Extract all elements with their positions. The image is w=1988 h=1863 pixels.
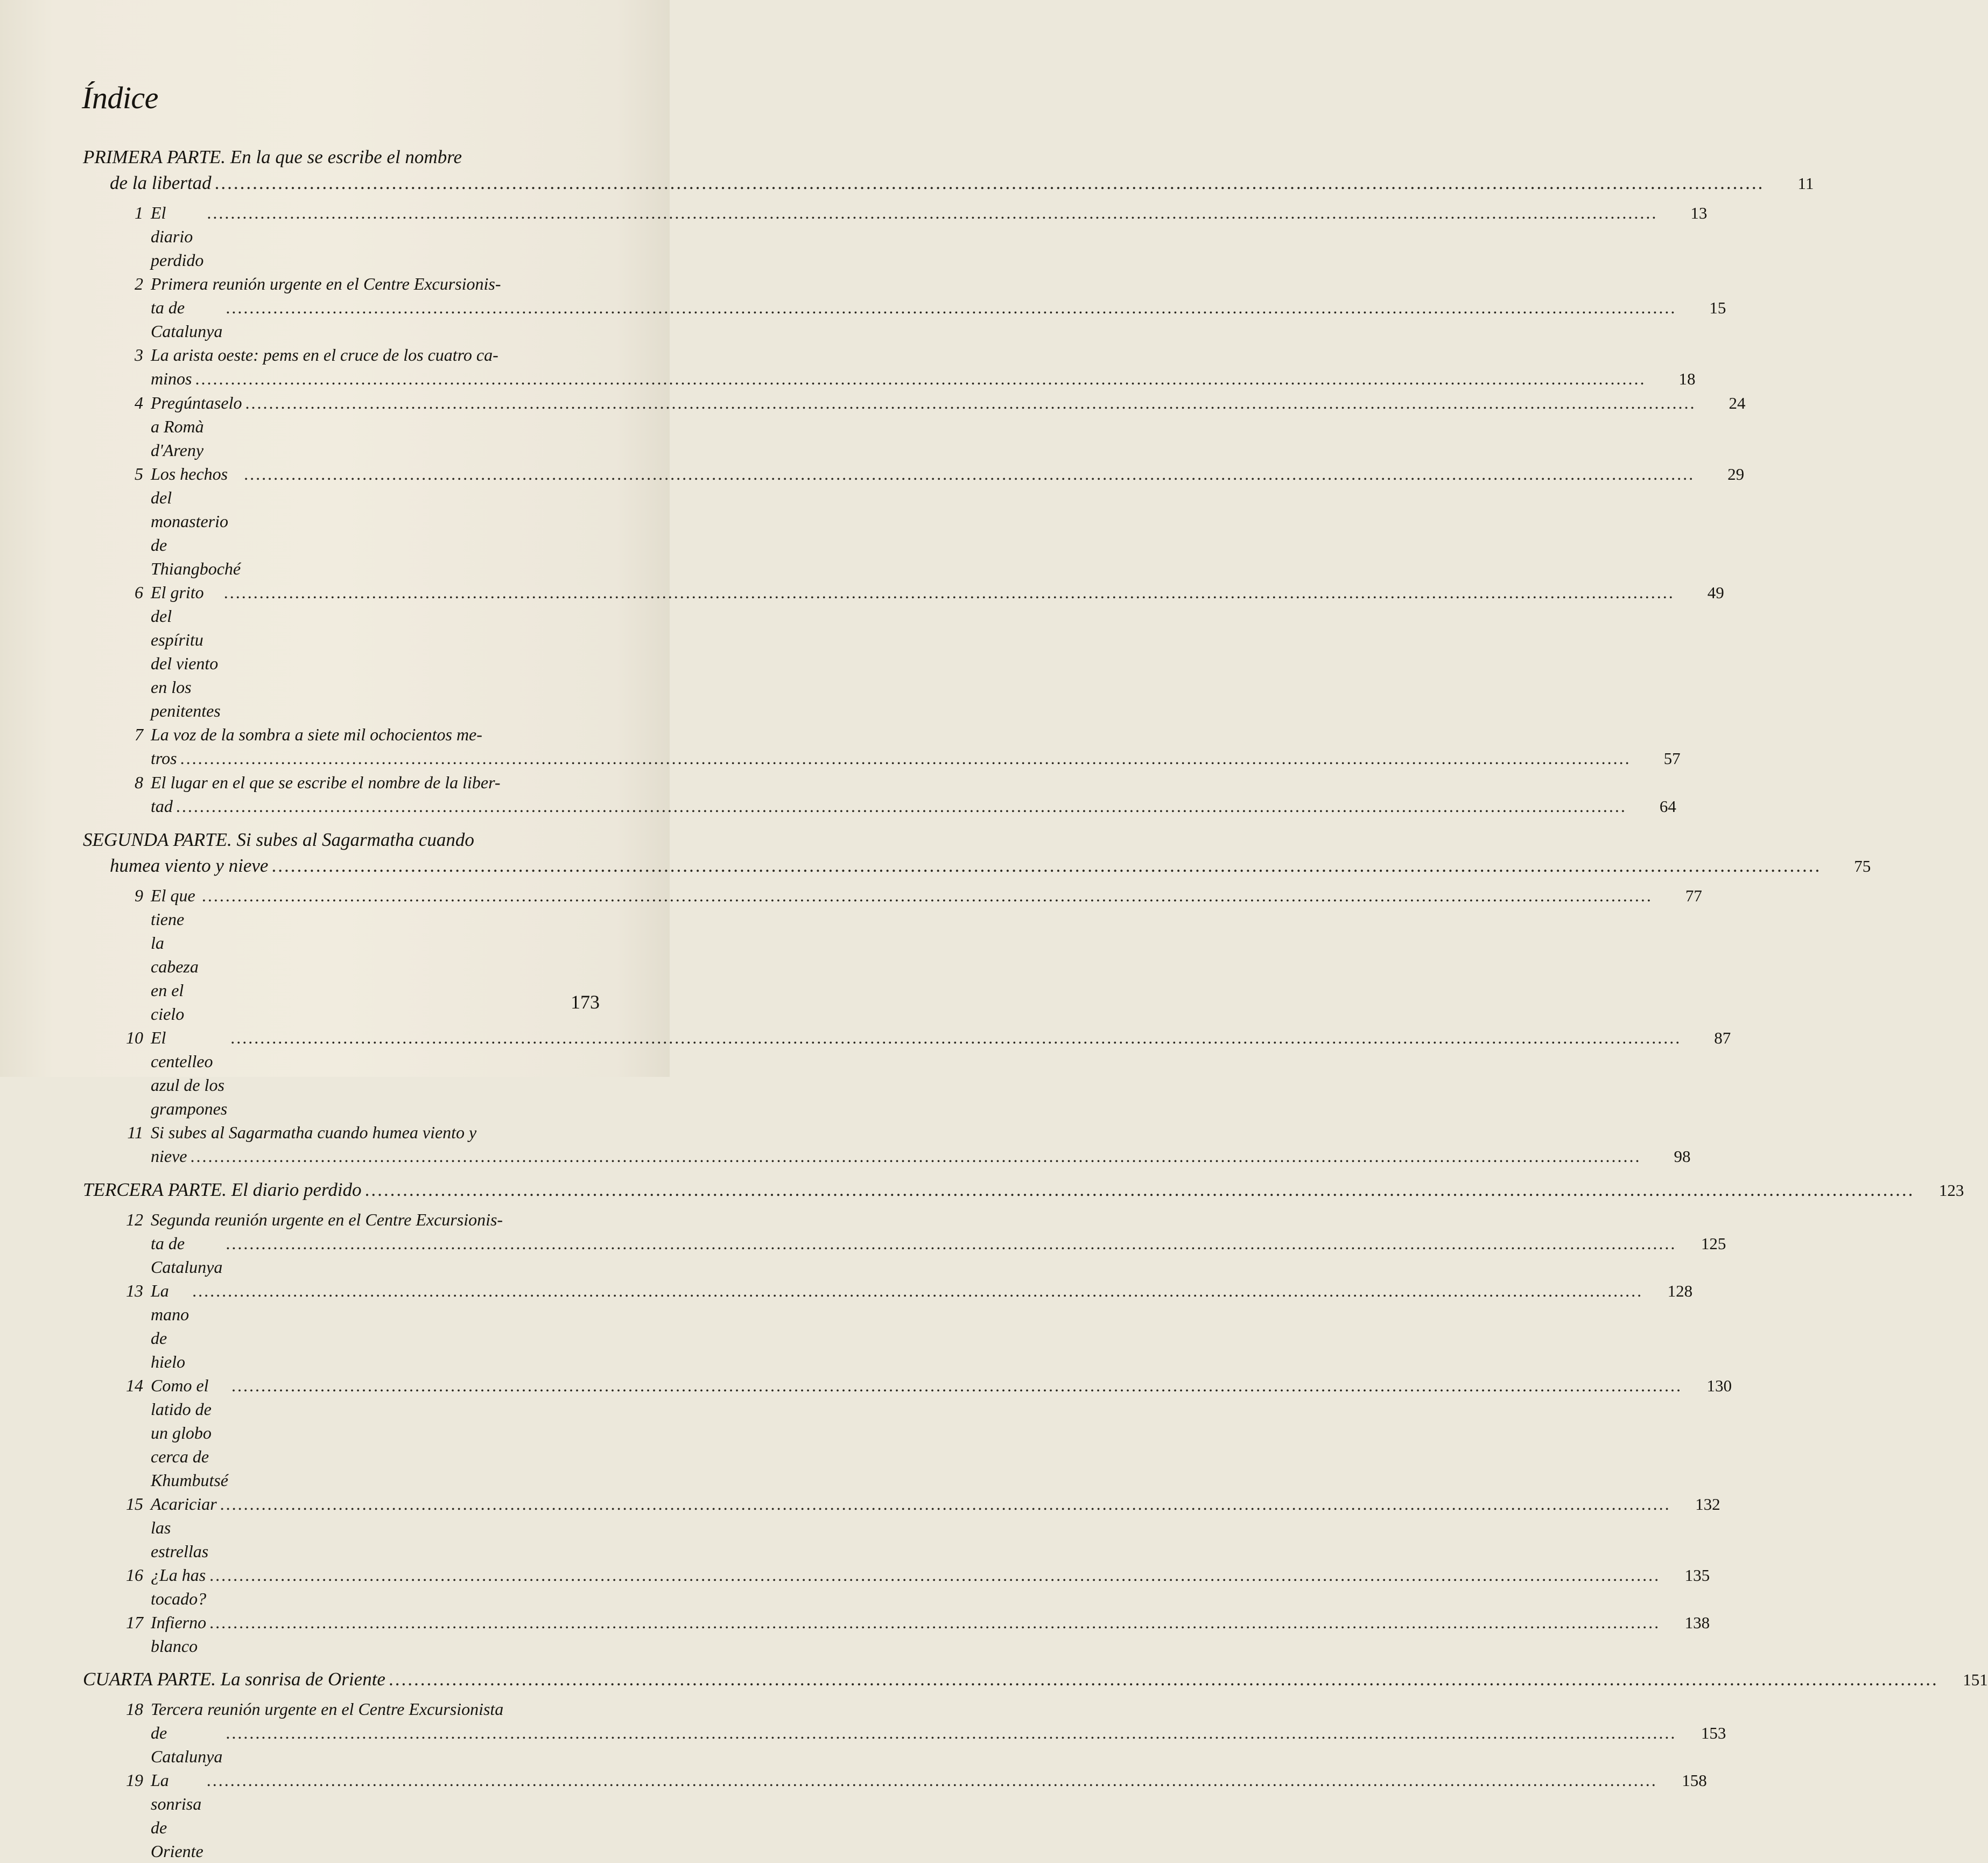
leader-dots — [195, 367, 1646, 390]
toc-chapter-entry[interactable] — [83, 391, 1746, 462]
chapter-title-line — [151, 462, 1744, 580]
toc-chapter-entry[interactable] — [83, 1026, 1731, 1120]
chapter-number: 5 — [135, 464, 143, 484]
chapter-title-text: El diario perdido — [151, 203, 204, 270]
chapter-page-number: 57 — [1663, 749, 1681, 768]
part-title-line — [83, 1177, 1964, 1203]
part-title-line — [83, 170, 1814, 197]
chapter-title-line — [151, 1120, 1691, 1144]
chapter-title — [151, 771, 1676, 818]
chapter-title — [151, 1120, 1691, 1168]
leader-dots — [244, 462, 1695, 486]
leader-dots — [191, 1144, 1641, 1168]
toc-chapter-entry[interactable] — [83, 201, 1708, 272]
chapter-number: 8 — [135, 773, 143, 792]
part-title-text: CUARTA PARTE. La sonrisa de Oriente — [83, 1669, 385, 1690]
leader-dots — [209, 1563, 1660, 1587]
chapter-number: 12 — [126, 1210, 143, 1229]
leader-dots — [245, 391, 1696, 415]
leader-dots — [230, 1026, 1681, 1049]
part-title-line — [83, 144, 600, 170]
toc-chapter-entry[interactable] — [83, 343, 1696, 391]
chapter-title-text: Pregúntaselo a Romà d'Areny — [151, 393, 242, 460]
chapter-title-line — [151, 1026, 1731, 1120]
chapter-title-line — [151, 391, 1745, 462]
chapter-title-line — [151, 580, 1724, 723]
chapter-title-text: Como el latido de un globo cerca de Khumbutsé — [151, 1376, 228, 1490]
chapter-title-text: tad — [151, 796, 173, 816]
chapter-title-line — [151, 367, 1695, 391]
chapter-page-number: 98 — [1674, 1147, 1691, 1166]
part-spacer — [83, 1168, 600, 1177]
chapter-title-line — [151, 1563, 1710, 1610]
toc-chapter-entry[interactable] — [83, 1208, 1726, 1279]
toc-chapter-entry[interactable] — [83, 1374, 1732, 1492]
toc-chapter-entry[interactable] — [83, 771, 1676, 818]
part-page-number: 123 — [1938, 1181, 1964, 1200]
part-title-text: TERCERA PARTE. El diario perdido — [83, 1179, 362, 1200]
toc-chapter-entry[interactable] — [83, 1768, 1707, 1863]
part-spacer — [83, 818, 600, 827]
chapter-title — [151, 343, 1695, 391]
chapter-title-line — [151, 1231, 1726, 1279]
chapter-page-number: 158 — [1682, 1771, 1707, 1790]
part-title-text: humea viento y nieve — [110, 855, 269, 876]
chapter-title-text: Acariciar las estrellas — [151, 1494, 217, 1561]
chapter-page-number: 64 — [1659, 797, 1676, 816]
chapter-page-number: 49 — [1707, 583, 1724, 602]
chapter-title-line — [151, 296, 1726, 343]
chapter-title-line — [151, 1721, 1726, 1768]
chapter-title — [151, 1697, 1726, 1768]
chapter-page-number: 29 — [1727, 465, 1745, 484]
leader-dots — [226, 296, 1676, 319]
part-title-text: SEGUNDA PARTE. Si subes al Sagarmatha cuando — [83, 829, 474, 850]
leader-dots — [180, 746, 1631, 770]
chapter-title-text: La voz de la sombra a siete mil ochocientos me- — [151, 725, 482, 744]
leader-dots — [215, 170, 1765, 196]
chapter-title-text: El centelleo azul de los grampones — [151, 1028, 228, 1118]
chapter-title-text: Primera reunión urgente en el Centre Excursionis- — [151, 274, 501, 293]
leader-dots — [192, 1279, 1643, 1302]
chapter-spacer — [83, 1693, 600, 1697]
part-title-line — [83, 827, 600, 853]
chapter-title-text: nieve — [151, 1146, 187, 1166]
chapter-title-line — [151, 1144, 1691, 1168]
chapter-number: 14 — [126, 1376, 143, 1395]
toc-chapter-entry[interactable] — [83, 1279, 1693, 1374]
chapter-number: 4 — [135, 393, 143, 412]
chapter-page-number: 24 — [1729, 394, 1746, 412]
chapter-title-text: Tercera reunión urgente en el Centre Excursionista — [151, 1699, 504, 1719]
chapter-title-line — [151, 771, 1676, 794]
chapter-spacer — [83, 879, 600, 884]
toc-chapter-entry[interactable] — [83, 884, 1702, 1026]
chapter-title-line — [151, 272, 1726, 296]
part-title-text: de la libertad — [110, 172, 212, 193]
chapter-title-text: Los hechos del monasterio de Thiangboché — [151, 464, 241, 578]
chapter-page-number: 128 — [1667, 1281, 1693, 1300]
part-title-line — [83, 853, 1871, 879]
chapter-title — [151, 1768, 1707, 1863]
toc-chapter-entry[interactable] — [83, 462, 1745, 580]
leader-dots — [231, 1374, 1682, 1397]
toc-chapter-entry[interactable] — [83, 723, 1681, 771]
chapter-title-line — [151, 794, 1676, 818]
toc-chapter-entry[interactable] — [83, 1120, 1691, 1168]
chapter-page-number: 13 — [1690, 204, 1708, 222]
chapter-title-line — [151, 343, 1695, 367]
chapter-page-number: 130 — [1706, 1376, 1732, 1395]
chapter-title-text: ta de Catalunya — [151, 298, 223, 341]
chapter-page-number: 18 — [1678, 369, 1696, 388]
page-title: Índice — [82, 80, 158, 115]
chapter-title — [151, 1492, 1720, 1563]
chapter-title-line — [151, 1492, 1720, 1563]
chapter-title-text: La arista oeste: pems en el cruce de los cuatro ca- — [151, 345, 498, 365]
chapter-title-line — [151, 1208, 1726, 1231]
leader-dots — [207, 201, 1657, 225]
leader-dots — [176, 794, 1627, 818]
leader-dots — [202, 884, 1653, 907]
chapter-title — [151, 1610, 1710, 1658]
leader-dots — [389, 1666, 1938, 1692]
chapter-number: 17 — [126, 1613, 143, 1632]
chapter-page-number: 135 — [1684, 1566, 1710, 1585]
leader-dots — [365, 1177, 1915, 1203]
chapter-title-text: La sonrisa de Oriente — [151, 1770, 203, 1861]
chapter-title-text: Si subes al Sagarmatha cuando humea viento y — [151, 1123, 477, 1142]
chapter-number: 19 — [126, 1770, 143, 1790]
chapter-number: 13 — [126, 1281, 143, 1300]
toc-chapter-entry[interactable] — [83, 272, 1726, 343]
chapter-number: 1 — [135, 203, 143, 222]
chapter-number: 9 — [135, 886, 143, 905]
table-of-contents — [83, 144, 1988, 1863]
chapter-number: 16 — [126, 1565, 143, 1585]
chapter-title-text: minos — [151, 369, 192, 388]
chapter-title-line — [151, 1374, 1732, 1492]
chapter-spacer — [83, 197, 600, 201]
chapter-page-number: 87 — [1714, 1028, 1731, 1047]
chapter-title-text: de Catalunya — [151, 1723, 223, 1766]
leader-dots — [271, 853, 1821, 879]
leader-dots — [209, 1610, 1660, 1634]
chapter-title-text: El que tiene la cabeza en el cielo — [151, 886, 199, 1024]
chapter-title-line — [151, 884, 1702, 1026]
chapter-title — [151, 1563, 1710, 1610]
toc-chapter-entry[interactable] — [83, 1697, 1726, 1768]
part-title-line — [83, 1666, 1988, 1693]
page-number: 173 — [571, 991, 600, 1013]
chapter-title — [151, 1208, 1726, 1279]
chapter-number: 18 — [126, 1699, 143, 1719]
chapter-title — [151, 391, 1745, 462]
chapter-title — [151, 1374, 1732, 1492]
part-title-text: PRIMERA PARTE. En la que se escribe el nombre — [83, 146, 462, 167]
chapter-title-text: tros — [151, 748, 177, 768]
toc-part-entry[interactable] — [83, 1177, 1964, 1203]
chapter-title — [151, 723, 1681, 771]
chapter-number: 10 — [126, 1028, 143, 1047]
chapter-title-line — [151, 201, 1707, 272]
chapter-title-line — [151, 1279, 1692, 1374]
part-spacer — [83, 1658, 600, 1666]
chapter-title — [151, 884, 1702, 1026]
chapter-number: 7 — [135, 725, 143, 744]
toc-chapter-entry[interactable] — [83, 1610, 1710, 1658]
chapter-title-line — [151, 723, 1681, 746]
part-page-number: 151 — [1963, 1670, 1988, 1689]
chapter-title — [151, 580, 1724, 723]
chapter-title-text: ¿La has tocado? — [151, 1565, 207, 1608]
chapter-title — [151, 1026, 1731, 1120]
chapter-page-number: 132 — [1695, 1495, 1720, 1514]
toc-chapter-entry[interactable] — [83, 580, 1724, 723]
toc-part-entry[interactable] — [83, 1666, 1988, 1693]
toc-part-entry[interactable] — [83, 144, 1814, 197]
chapter-title-line — [151, 746, 1681, 771]
chapter-title-text: El grito del espíritu del viento en los penitentes — [151, 583, 221, 720]
chapter-page-number: 138 — [1684, 1613, 1710, 1632]
chapter-title-line — [151, 1610, 1710, 1658]
part-page-number: 75 — [1854, 857, 1871, 876]
chapter-title-text: La mano de hielo — [151, 1281, 189, 1371]
chapter-page-number: 125 — [1701, 1234, 1726, 1253]
chapter-title-text: Segunda reunión urgente en el Centre Excursionis- — [151, 1210, 503, 1229]
chapter-page-number: 153 — [1701, 1724, 1726, 1742]
chapter-number: 11 — [127, 1123, 143, 1142]
chapter-title-line — [151, 1768, 1707, 1863]
leader-dots — [207, 1768, 1657, 1792]
leader-dots — [220, 1492, 1671, 1516]
chapter-title-text: ta de Catalunya — [151, 1234, 223, 1277]
chapter-title — [151, 1279, 1692, 1374]
chapter-spacer — [83, 1203, 600, 1208]
toc-chapter-entry[interactable] — [83, 1492, 1720, 1563]
chapter-title — [151, 462, 1744, 580]
leader-dots — [224, 580, 1675, 604]
chapter-title-text: Infierno blanco — [151, 1613, 207, 1656]
chapter-page-number: 15 — [1709, 298, 1726, 317]
chapter-title-line — [151, 1697, 1726, 1721]
chapter-number: 2 — [135, 274, 143, 293]
leader-dots — [226, 1231, 1676, 1255]
chapter-number: 6 — [135, 583, 143, 602]
toc-part-entry[interactable] — [83, 827, 1871, 879]
chapter-title-text: El lugar en el que se escribe el nombre de la liber- — [151, 773, 501, 792]
chapter-number: 15 — [126, 1494, 143, 1514]
chapter-title — [151, 201, 1707, 272]
leader-dots — [226, 1721, 1676, 1745]
toc-chapter-entry[interactable] — [83, 1563, 1710, 1610]
part-page-number: 11 — [1797, 174, 1814, 193]
chapter-title — [151, 272, 1726, 343]
chapter-page-number: 77 — [1685, 886, 1702, 905]
chapter-number: 3 — [135, 345, 143, 365]
